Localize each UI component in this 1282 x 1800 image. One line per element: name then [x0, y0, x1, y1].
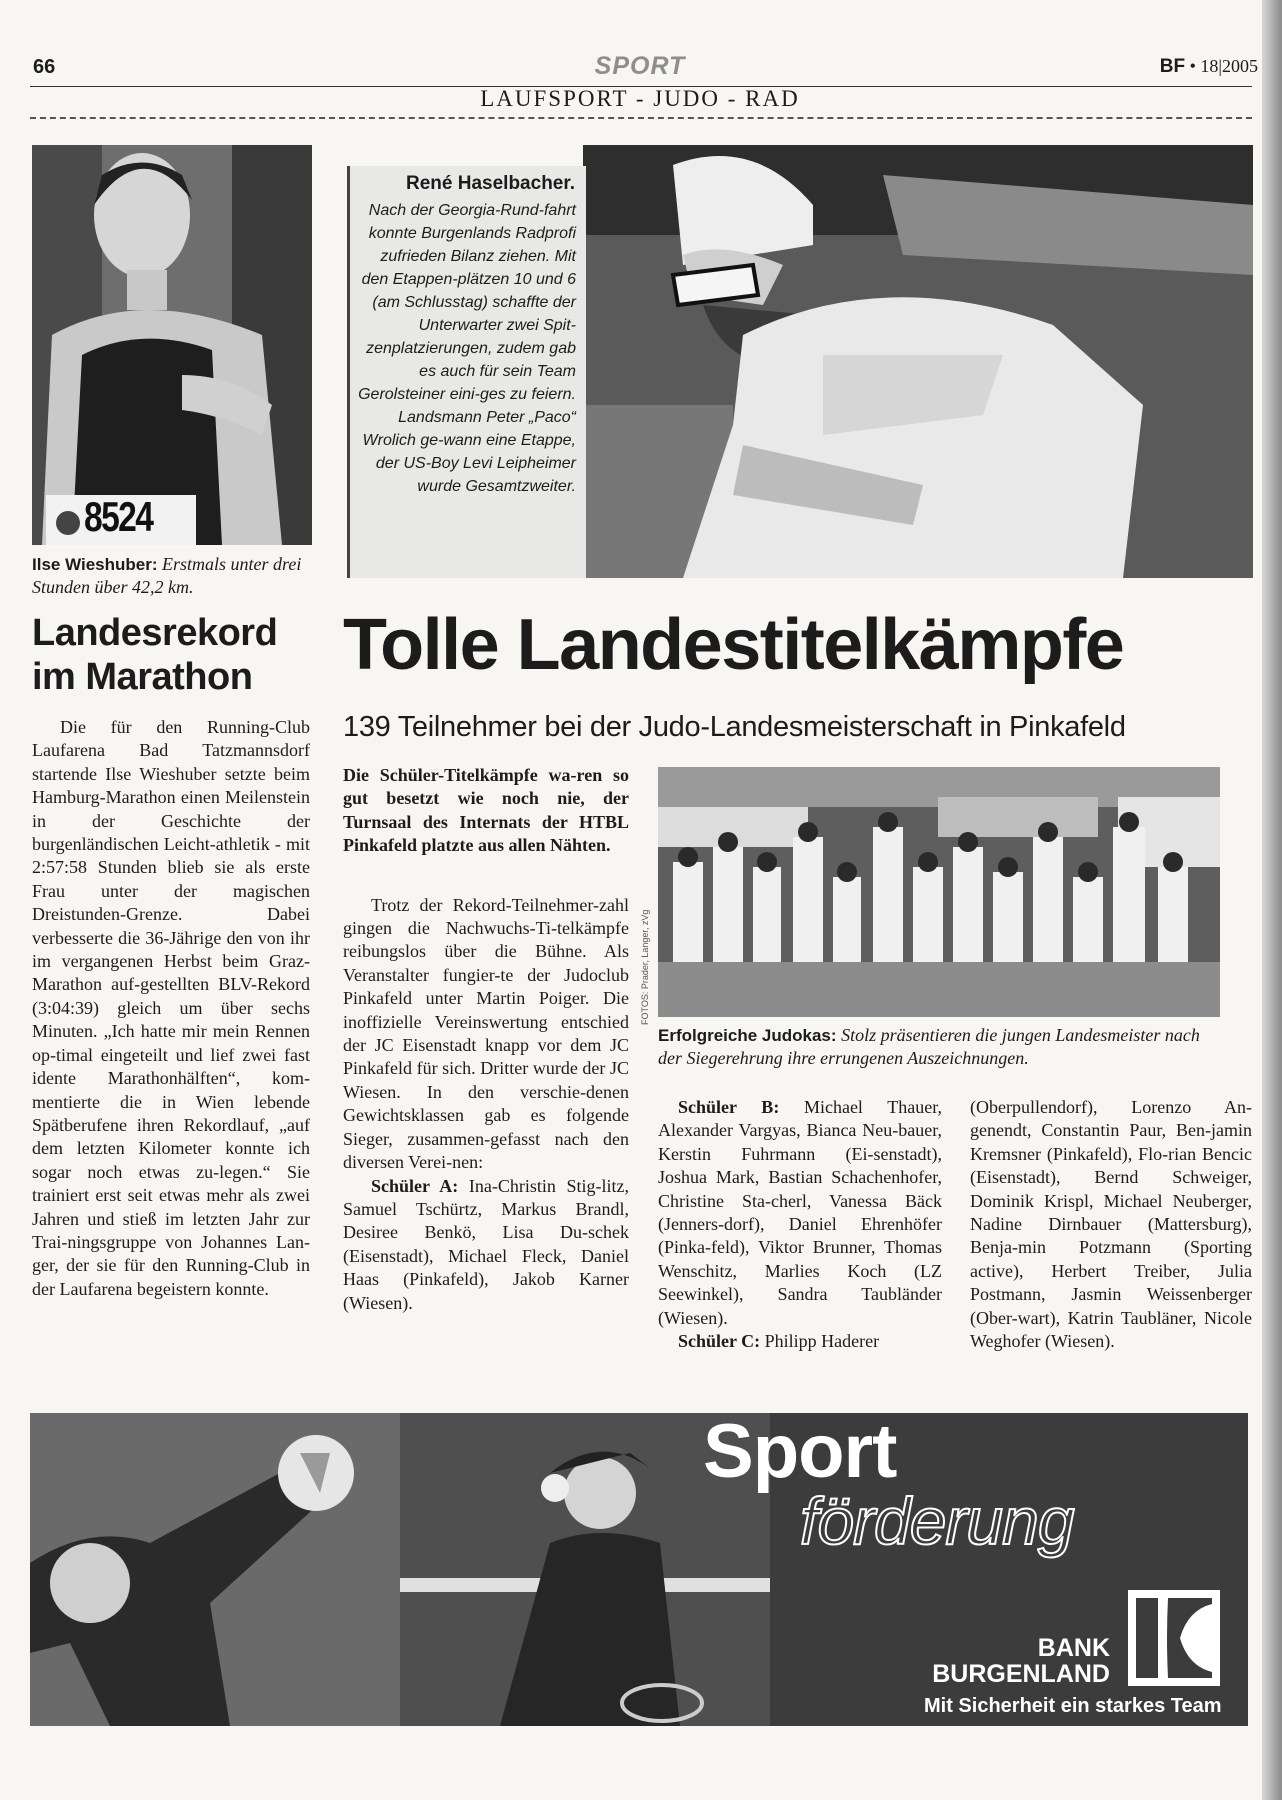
section-title: SPORT	[594, 52, 686, 80]
schueler-c-text-start: Philipp Haderer	[764, 1331, 880, 1352]
cyclist-photo	[583, 145, 1253, 578]
ad-slogan: Mit Sicherheit ein starkes Team	[924, 1695, 1222, 1717]
page-edge-shadow	[1262, 0, 1282, 1800]
marathon-article	[32, 716, 310, 1301]
marathon-headline: Landesrekord im Marathon	[32, 612, 278, 698]
schueler-c-label: Schüler C:	[678, 1331, 761, 1352]
rene-caption-title: René Haselbacher.	[406, 173, 575, 194]
judo-caption-text: Stolz präsentieren die jungen Landesmeister nach der Siegerehrung ihre errungenen Auszeichnungen.	[658, 1025, 1200, 1068]
schueler-b-label: Schüler B:	[678, 1097, 780, 1117]
schueler-c	[658, 1330, 942, 1353]
schueler-b	[658, 1096, 942, 1330]
judo-caption-lead: Erfolgreiche Judokas:	[658, 1026, 837, 1045]
issue-info: BF • 18|2005	[1159, 56, 1258, 77]
photo-credit: FOTOS: Prader, Langer, zVg	[640, 909, 650, 1025]
judo-headline: Tolle Landestitelkämpfe	[343, 605, 1124, 685]
ad-sport-text: Sport	[703, 1409, 897, 1494]
marathon-paragraph: Die für den Running-Club Laufarena Bad Tatzmannsdorf startende Ilse Wieshuber setzte beim Hamburg-Marathon einen Meilenstein in der Geschichte der burgenländischen Leicht-athletik - mit 2:57:58 Stunden blieb sie als erste Frau unter der magischen Dreistunden-Grenze. Dabei verbesserte die 36-Jährige den von ihr im vergangenen Herbst beim Graz-Marathon auf-gestellten BLV-Rekord (3:04:39) gleich um über sechs Minuten. „Ich hatte mir mein Rennen op-timal eingeteilt und lief zwei fast idente Marathonhälften“, kom-mentierte die in Wien lebende Spätberufene ihren Rekordlauf, „auf dem letzten Kilometer konnte ich sogar noch etwas zu-legen.“ Sie trainiert erst seit etwas mehr als zwei Jahren und stieß im letzten Jahr zur Trai-ningsgruppe von Johannes Lan-ger, der sie für den Running-Club in der Laufarena begeistern konnte.	[32, 717, 310, 1299]
schueler-b-text: Michael Thauer, Alexander Vargyas, Bianca Neu-bauer, Kerstin Fuhrmann (Ei-senstadt), Joshua Mark, Bastian Schachenhofer, Christine Sta-cherl, Vanessa Bäck (Jenners-dorf), Daniel Ehrenhöfer (Pinka-feld), Viktor Brunner, Thomas Wenschitz, Marlies Koch (LZ Seewinkel), Sandra Taubländer (Wiesen).	[658, 1097, 942, 1328]
rene-caption-text: Nach der Georgia-Rund-fahrt konnte Burgenlands Radprofi zufrieden Bilanz ziehen. Mit den Etappen-plätzen 10 und 6 (am Schlusstag) schaffte der Unterwarter zwei Spit-zenplatzierungen, zudem gab es auch für sein Team Gerolsteiner eini-ges zu feiern. Landsmann Peter „Paco“ Wrolich ge-wann eine Etappe, der US-Boy Levi Leipheimer wurde Gesamtzweiter.	[358, 202, 576, 495]
schueler-a	[343, 1175, 629, 1315]
topics-line: LAUFSPORT - JUDO - RAD	[480, 86, 800, 111]
judo-intro: Die Schüler-Titelkämpfe wa-ren so gut besetzt wie noch nie, der Turnsaal des Internats der HTBL Pinkafeld platzte aus allen Nähten.	[343, 765, 629, 856]
ad-foerderung-text: förderung	[800, 1484, 1074, 1558]
bank-logo-icon	[1128, 1590, 1220, 1686]
judo-paragraph: Trotz der Rekord-Teilnehmer-zahl gingen die Nachwuchs-Ti-telkämpfe reibungslos über die Bühne. Als Veranstalter fungier-te der Judoclub Pinkafeld unter Martin Poiger. Die inoffizielle Vereinswertung entschied der JC Eisenstadt knapp vor dem JC Pinkafeld für sich. Dritter wurde der JC Wiesen. In den verschie-denen Gewichtsklassen gab es folgende Sieger, zusammen-gefasst nach den diversen Verei-nen:	[343, 894, 629, 1173]
dashed-divider	[30, 117, 1252, 119]
schueler-c-continuation: (Oberpullendorf), Lorenzo An-genendt, Constantin Paur, Ben-jamin Kremsner (Pinkafeld), Flo-rian Bencic (Eisenstadt), Bernd Schweiger, Dominik Krispl, Michael Neuberger, Nadine Dirnbauer (Mattersburg), Benja-min Potzmann (Sporting active), Herbert Treiber, Julia Postmann, Jasmin Weissenberger (Ober-wart), Katrin Taubläner, Nicole Weghofer (Wiesen).	[970, 1097, 1252, 1352]
publication-name: BF	[1159, 56, 1186, 77]
runner-caption-lead: Ilse Wieshuber:	[32, 555, 158, 574]
judo-group-photo	[658, 767, 1220, 1017]
judo-photo-caption	[658, 1024, 1218, 1070]
judo-article-col2	[658, 1096, 942, 1353]
runner-caption	[32, 553, 302, 599]
ad-bank-line1: BANK	[1037, 1634, 1110, 1662]
judo-article-col1	[343, 764, 629, 1315]
schueler-a-label: Schüler A:	[371, 1175, 459, 1196]
issue-number: 18|2005	[1200, 56, 1258, 76]
ad-bank-line2: BURGENLAND	[932, 1660, 1110, 1688]
schueler-a-text: Ina-Christin Stig-litz, Samuel Tschürtz, Markus Brandl, Desiree Benkö, Lisa Du-schek (Eisenstadt), Michael Fleck, Daniel Haas (Pinkafeld), Jakob Karner (Wiesen).	[343, 1175, 629, 1313]
page-number: 66	[33, 56, 56, 78]
runner-photo	[32, 145, 312, 545]
runner-caption-text: Erstmals unter drei Stunden über 42,2 km.	[32, 554, 302, 597]
judo-article-col3	[970, 1096, 1252, 1353]
judo-subheadline: 139 Teilnehmer bei der Judo-Landesmeisterschaft in Pinkafeld	[343, 711, 1126, 743]
runner-bib: 8524	[84, 493, 153, 540]
